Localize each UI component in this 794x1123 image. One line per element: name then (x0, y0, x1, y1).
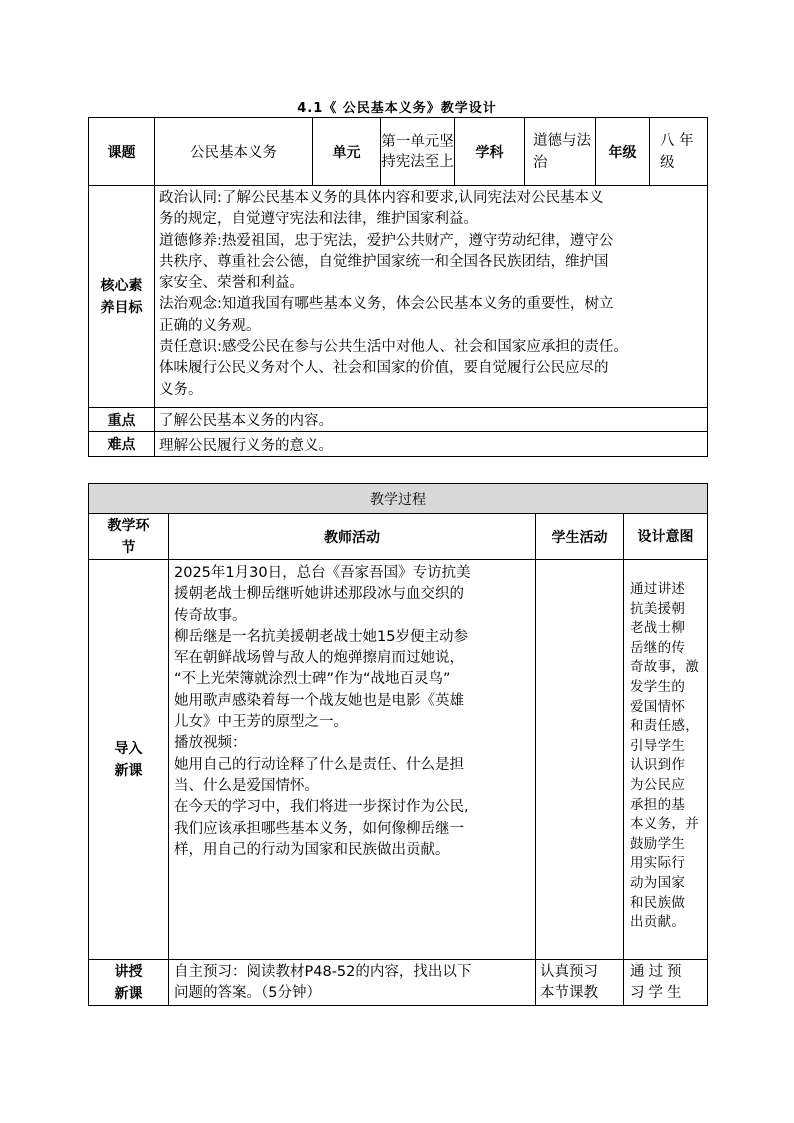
design-line: 动为国家 (630, 874, 686, 891)
teacher-line: 当、什么是爱国情怀。 (174, 777, 319, 794)
design-line: 老战士柳 (630, 620, 686, 637)
teacher-line: 自主预习：阅读教材P48-52的内容，找出以下 (174, 964, 472, 980)
design-line: 为公民应 (630, 776, 686, 793)
grade-value: 八 年级 (650, 118, 708, 186)
process-row-new-lesson (89, 960, 708, 1006)
document-title: 4.1《 公民基本义务》教学设计 (297, 101, 497, 116)
design-line: 岳继的传 (630, 639, 686, 656)
difficulty-label: 难点 (89, 432, 155, 457)
goals-line: 正确的义务观。 (159, 317, 261, 334)
stage-intro: 导入新课 (89, 560, 169, 960)
design-line: 发学生的 (630, 678, 686, 695)
goals-line: 法治观念:知道我国有哪些基本义务，体会公民基本义务的重要性，树立 (159, 296, 614, 313)
design-line: 认识到作 (630, 757, 686, 774)
design-line: 引导学生 (630, 737, 686, 754)
design-line: 通过讲述 (630, 581, 686, 597)
grade-label: 年级 (596, 118, 650, 186)
key-point-label: 重点 (89, 408, 155, 432)
key-point-row (89, 408, 708, 432)
design-line: 承担的基 (630, 796, 686, 813)
process-row-intro (89, 560, 708, 960)
goals-line: 道德修养:热爱祖国，忠于宪法，爱护公共财产，遵守劳动纪律，遵守公 (159, 232, 614, 249)
teacher-activity-intro (169, 560, 536, 960)
difficulty-row (89, 432, 708, 457)
goals-line: 责任意识:感受公民在参与公共生活中对他人、社会和国家应承担的责任。 (159, 339, 628, 356)
student-activity-intro (536, 560, 624, 960)
design-line: 出贡献。 (630, 914, 686, 931)
col-stage: 教学环节 (89, 514, 169, 560)
stage-new-lesson: 讲授新课 (89, 960, 169, 1006)
student-line: 本节课教 (540, 985, 598, 1002)
teacher-line: 军在朝鲜战场曾与敌人的炮弹擦肩而过她说， (174, 650, 464, 667)
design-line: 本义务，并 (630, 816, 699, 833)
col-teacher: 教师活动 (169, 514, 536, 560)
unit-label: 单元 (313, 118, 381, 186)
info-row (89, 118, 708, 186)
teacher-line: 我们应该承担哪些基本义务，如何像柳岳继一 (174, 820, 464, 837)
difficulty-value: 理解公民履行义务的意义。 (155, 432, 708, 457)
key-point-value: 了解公民基本义务的内容。 (155, 408, 708, 432)
teacher-line: 问题的答案。（5分钟） (174, 985, 321, 1002)
design-line: 抗美援朝 (630, 600, 686, 617)
design-line: 习学生 (630, 985, 686, 1002)
process-table (88, 483, 708, 1006)
teacher-line: 她用歌声感染着每一个战友她也是电影《英雄 (174, 692, 464, 709)
goals-label: 核心素养目标 (89, 186, 155, 408)
design-line: 用实际行 (630, 855, 686, 872)
col-design: 设计意图 (624, 514, 708, 560)
teacher-line: 儿女》中王芳的原型之一。 (174, 714, 348, 731)
process-header: 教学过程 (89, 484, 708, 514)
goals-line: 务的规定，自觉遵守宪法和法律，维护国家利益。 (159, 211, 478, 228)
design-line: 和民族做 (630, 894, 686, 911)
col-student: 学生活动 (536, 514, 624, 560)
subject-label: 学科 (455, 118, 525, 186)
design-line: 通过预 (630, 964, 686, 980)
design-line: 鼓励学生 (630, 835, 686, 852)
topic-label: 课题 (89, 118, 155, 186)
goals-line: 义务。 (159, 381, 203, 398)
process-header-row (89, 484, 708, 514)
topic-value: 公民基本义务 (155, 118, 313, 186)
process-columns-row (89, 514, 708, 560)
unit-value: 第一单元坚持宪法至上 (381, 118, 455, 186)
student-line: 认真预习 (540, 964, 598, 980)
goals-line: 体味履行公民义务对个人、社会和国家的价值，要自觉履行公民应尽的 (159, 360, 609, 377)
goals-line: 家安全、荣誉和利益。 (159, 275, 304, 292)
design-line: 爱国情怀 (630, 698, 686, 715)
teacher-line: 在今天的学习中，我们将进一步探讨作为公民, (174, 799, 469, 816)
teacher-line: 传奇故事。 (174, 607, 247, 624)
design-intent-new-lesson (624, 960, 708, 1006)
teacher-line: 2025年1月30日，总台《吾家吾国》专访抗美 (174, 565, 471, 581)
teacher-line: 她用自己的行动诠释了什么是责任、什么是担 (174, 756, 464, 773)
teacher-activity-new-lesson (169, 960, 536, 1006)
goals-row (89, 186, 708, 408)
design-line: 奇故事，激 (630, 659, 699, 676)
design-line: 和责任感， (630, 718, 699, 735)
design-intent-intro (624, 560, 708, 960)
teacher-line: 播放视频： (174, 735, 247, 752)
teacher-line: “不上光荣簿就涂烈士碑”作为“战地百灵鸟” (174, 671, 451, 688)
student-activity-new-lesson (536, 960, 624, 1006)
teacher-line: 柳岳继是一名抗美援朝老战士她15岁便主动参 (174, 628, 468, 645)
goals-line: 政治认同:了解公民基本义务的具体内容和要求,认同宪法对公民基本义 (159, 190, 604, 206)
lesson-info-table (88, 117, 708, 457)
goals-content (155, 186, 708, 408)
teacher-line: 样，用自己的行动为国家和民族做出贡献。 (174, 841, 450, 858)
goals-line: 共秩序、尊重社会公德，自觉维护国家统一和全国各民族团结，维护国 (159, 253, 609, 270)
teacher-line: 援朝老战士柳岳继听她讲述那段冰与血交织的 (174, 586, 464, 603)
subject-value: 道德与法治 (525, 118, 596, 186)
